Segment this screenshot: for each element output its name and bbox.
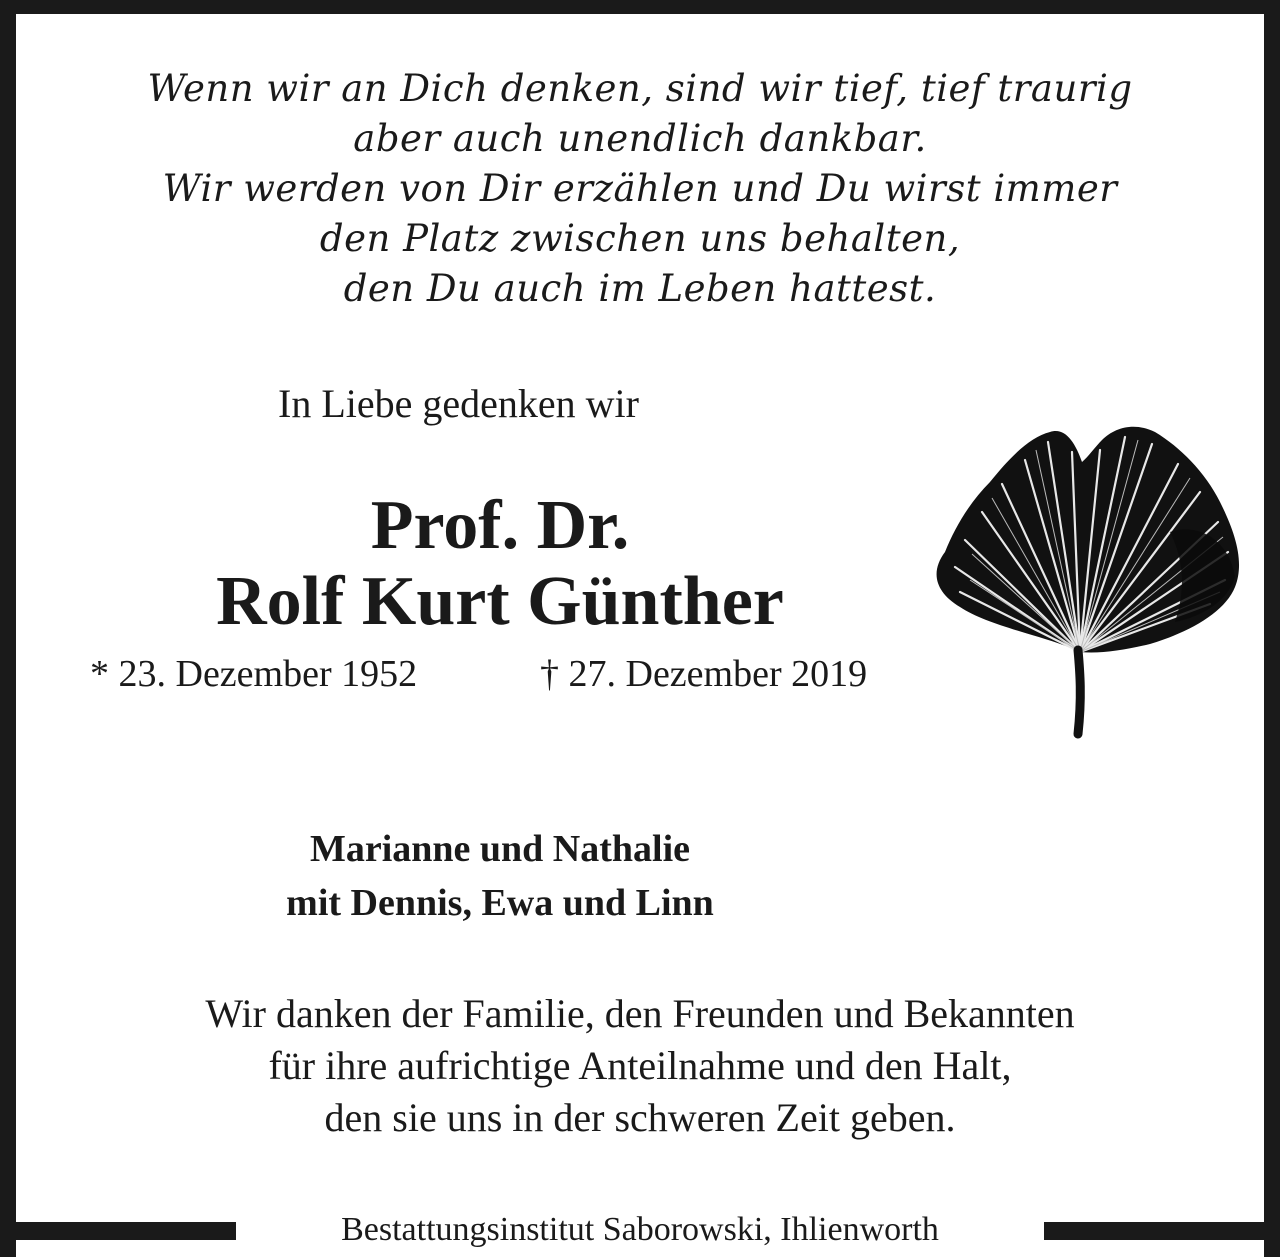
bottom-bar-left [0,1222,236,1240]
deceased-name-block [100,488,900,640]
thanks-text [40,988,1240,1144]
thanks-line: für ihre aufrichtige Anteilnahme und den Halt, [268,1043,1012,1088]
family-line: mit Dennis, Ewa und Linn [286,882,714,924]
thanks-line: den sie uns in der schweren Zeit geben. [324,1095,956,1140]
funeral-home-footer: Bestattungsinstitut Saborowski, Ihlienworth [341,1211,939,1248]
poem-line: Wir werden von Dir erzählen und Du wirst immer [162,167,1118,210]
deceased-title: Prof. Dr. [370,487,630,564]
birth-date: * 23. Dezember 1952 [90,653,418,695]
family-line: Marianne und Nathalie [309,828,691,870]
thanks-line: Wir danken der Familie, den Freunden und Bekannten [205,991,1075,1036]
leaf-stem [1078,650,1080,734]
poem-line: den Du auch im Leben hattest. [343,267,937,310]
bottom-bar-right [1044,1222,1280,1240]
intro-text: In Liebe gedenken wir [278,381,639,426]
leaf-blade [937,427,1239,653]
ginkgo-leaf-icon [930,412,1250,742]
death-date: † 27. Dezember 2019 [540,653,868,695]
deceased-name: Rolf Kurt Günther [216,563,784,640]
poem [40,64,1240,314]
family-signature [100,822,900,930]
poem-line: den Platz zwischen uns behalten, [319,217,961,260]
poem-line: Wenn wir an Dich denken, sind wir tief, tief traurig [147,67,1133,110]
poem-line: aber auch unendlich dankbar. [353,117,927,160]
